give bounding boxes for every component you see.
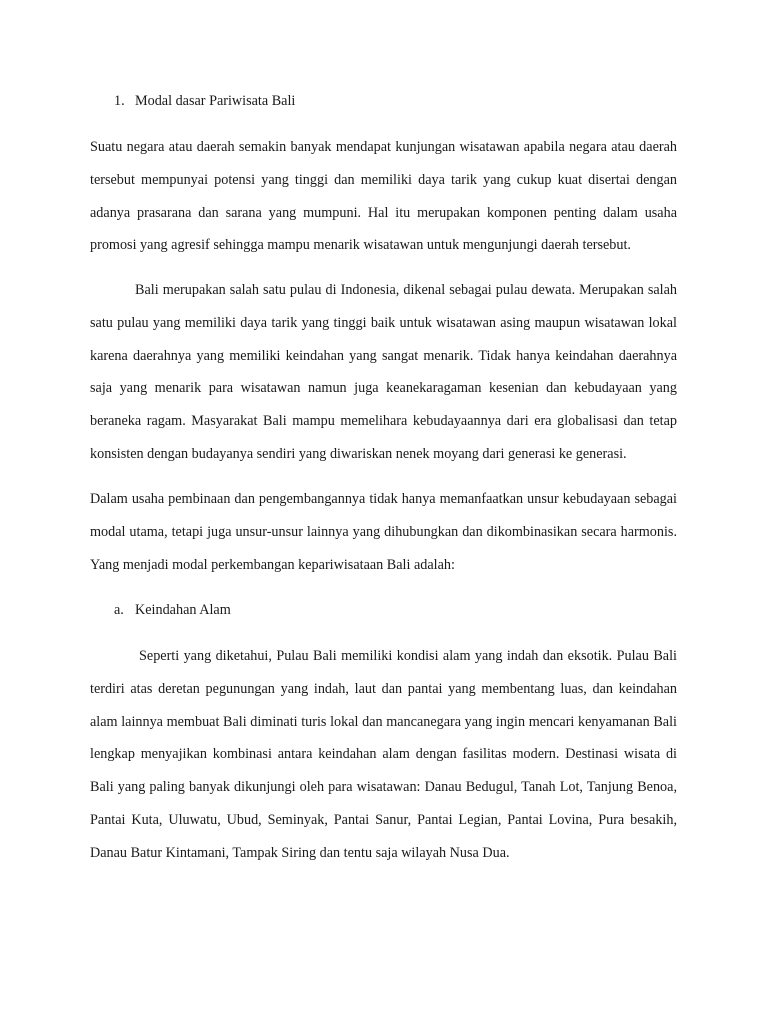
subsection-marker: a. <box>114 602 124 618</box>
paragraph-development: Dalam usaha pembinaan dan pengembangannya tidak hanya memanfaatkan unsur kebudayaan sebagai modal utama, tetapi juga unsur-unsur lainnya yang dihubungkan dan dikombinasikan secara harmonis. Yang menjadi modal perkembangan kepariwisataan Bali adalah: <box>90 491 677 573</box>
subsection-title: Keindahan Alam <box>135 602 231 618</box>
section-heading <box>114 90 295 112</box>
paragraph-intro: Suatu negara atau daerah semakin banyak mendapat kunjungan wisatawan apabila negara atau daerah tersebut mempunyai potensi yang tinggi dan memiliki daya tarik yang cukup kuat disertai dengan adanya prasarana dan sarana yang mumpuni. Hal itu merupakan komponen penting dalam usaha promosi yang agresif sehingga mampu menarik wisatawan untuk mengunjungi daerah tersebut. <box>90 139 677 254</box>
paragraph-bali: Bali merupakan salah satu pulau di Indonesia, dikenal sebagai pulau dewata. Merupakan salah satu pulau yang memiliki daya tarik yang tinggi baik untuk wisatawan asing maupun wisatawan lokal karena daerahnya yang memiliki keindahan yang sangat menarik. Tidak hanya keindahan daerahnya saja yang menarik para wisatawan namun juga keanekaragaman kesenian dan kebudayaan yang beraneka ragam. Masyarakat Bali mampu memelihara kebudayaannya dari era globalisasi dan tetap konsisten dengan budayanya sendiri yang diwariskan nenek moyang dari generasi ke generasi. <box>90 282 677 462</box>
section-title: Modal dasar Pariwisata Bali <box>135 93 296 109</box>
subsection-heading <box>114 599 231 621</box>
section-number: 1. <box>114 93 125 109</box>
paragraph-nature: Seperti yang diketahui, Pulau Bali memiliki kondisi alam yang indah dan eksotik. Pulau Bali terdiri atas deretan pegunungan yang indah, laut dan pantai yang membentang luas, dan keindahan alam lainnya membuat Bali diminati turis lokal dan mancanegara yang ingin mencari kenyamanan Bali lengkap menyajikan kombinasi antara keindahan alam dengan fasilitas modern. Destinasi wisata di Bali yang paling banyak dikunjungi oleh para wisatawan: Danau Bedugul, Tanah Lot, Tanjung Benoa, Pantai Kuta, Uluwatu, Ubud, Seminyak, Pantai Sanur, Pantai Legian, Pantai Lovina, Pura besakih, Danau Batur Kintamani, Tampak Siring dan tentu saja wilayah Nusa Dua. <box>90 648 677 861</box>
document-page <box>90 0 677 1024</box>
